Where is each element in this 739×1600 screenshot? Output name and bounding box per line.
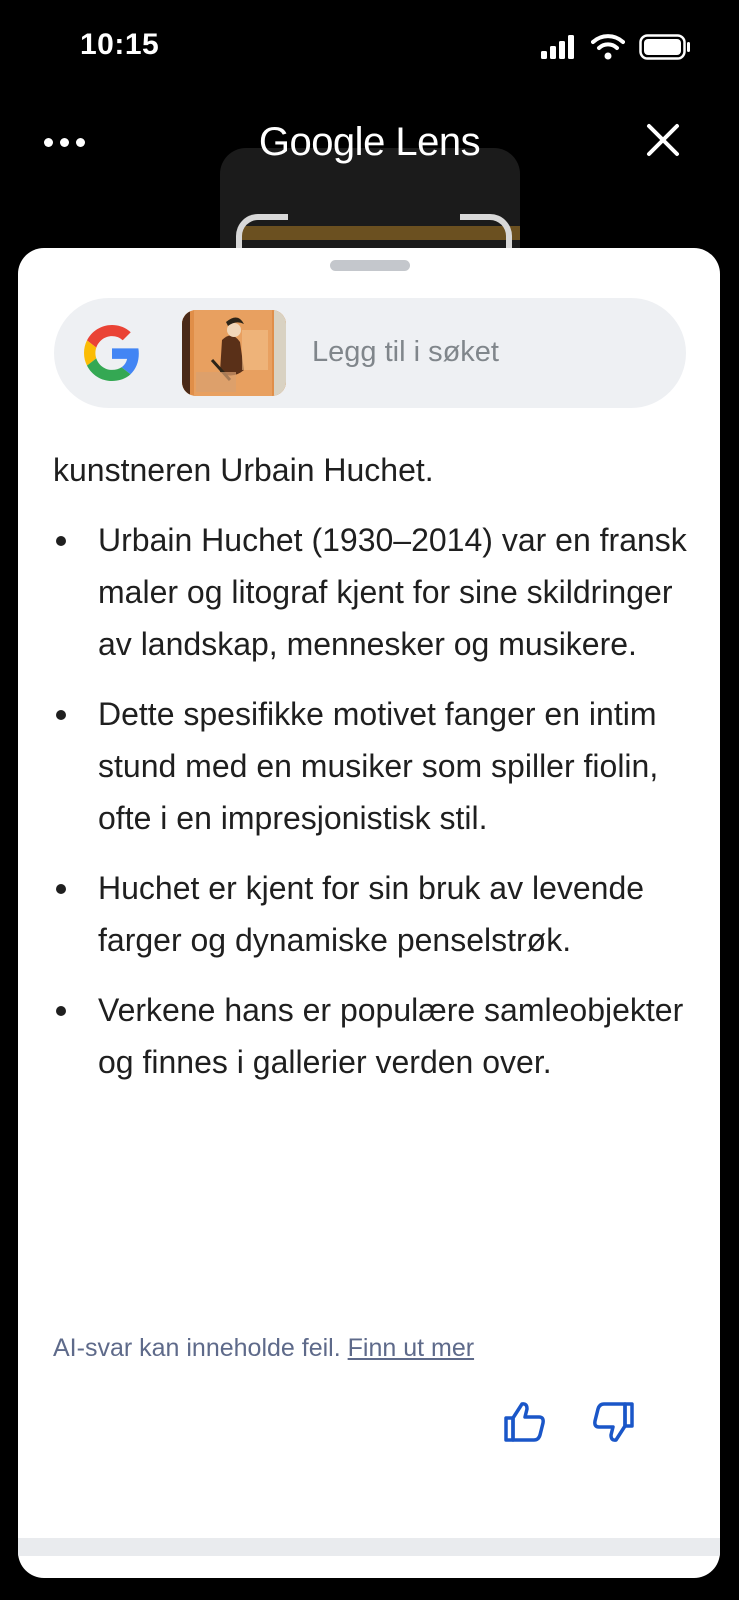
- list-item: Verkene hans er populære samleobjekter og finnes i gallerier verden over.: [53, 984, 693, 1088]
- google-icon: [84, 325, 140, 381]
- wifi-icon: [591, 34, 625, 60]
- lens-title: Google Lens: [258, 120, 481, 164]
- disclaimer-text: AI-svar kan inneholde feil.: [53, 1334, 341, 1362]
- answer-lead: kunstneren Urbain Huchet.: [53, 452, 434, 488]
- search-bar[interactable]: [54, 298, 686, 408]
- list-item: Dette spesifikke motivet fanger en intim stund med en musiker som spiller fiolin, ofte i en impresjonistisk stil.: [53, 688, 693, 844]
- lens-header: [0, 100, 739, 220]
- list-item: Urbain Huchet (1930–2014) var en fransk maler og litograf kjent for sine skildringer av landskap, mennesker og musikere.: [53, 514, 693, 670]
- results-sheet: [18, 248, 720, 1578]
- ai-answer: [53, 444, 693, 1106]
- sheet-bottom-strip: [18, 1538, 720, 1556]
- answer-bullets: [53, 514, 693, 1088]
- drag-handle[interactable]: [330, 260, 410, 271]
- search-placeholder: Legg til i søket: [312, 336, 499, 368]
- close-icon[interactable]: [643, 120, 683, 160]
- status-icons: [541, 34, 691, 60]
- status-time: 10:15: [80, 28, 160, 61]
- list-item: Huchet er kjent for sin bruk av levende farger og dynamiske penselstrøk.: [53, 862, 693, 966]
- ai-disclaimer: [53, 1334, 474, 1363]
- status-bar: [0, 0, 739, 100]
- signal-icon: [541, 35, 577, 59]
- learn-more-link[interactable]: Finn ut mer: [347, 1334, 475, 1362]
- painting-thumbnail[interactable]: [182, 310, 286, 396]
- thumbs-up-icon[interactable]: [500, 1398, 548, 1446]
- thumbs-down-icon[interactable]: [590, 1398, 638, 1446]
- battery-icon: [639, 34, 691, 60]
